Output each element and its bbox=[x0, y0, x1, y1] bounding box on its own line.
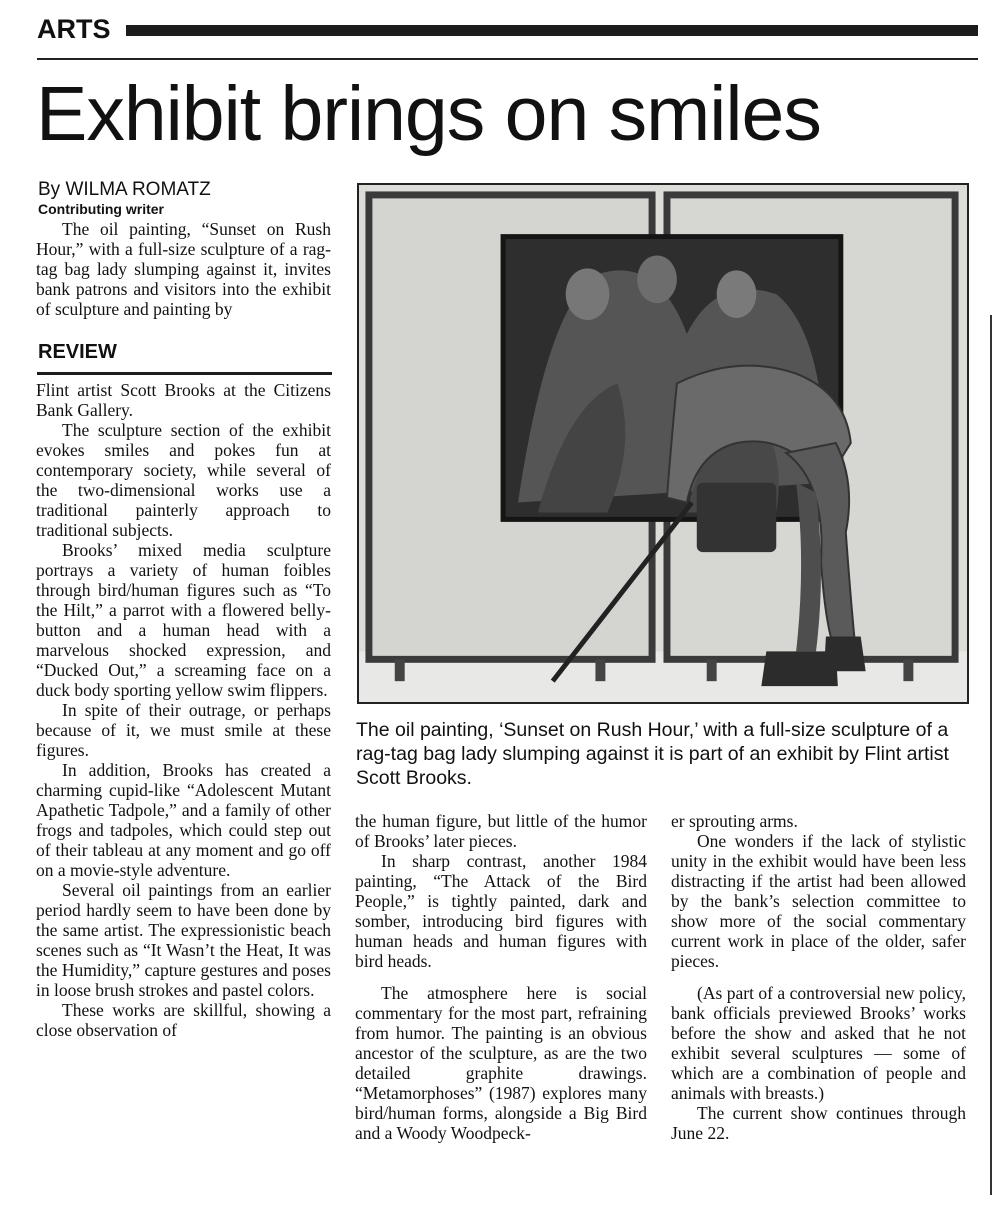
review-label: REVIEW bbox=[38, 341, 117, 363]
article-column-a-top bbox=[36, 219, 331, 319]
sculpture-painting-photo bbox=[357, 183, 969, 704]
section-bar bbox=[126, 25, 978, 36]
section-rule bbox=[37, 58, 978, 60]
photo-caption: The oil painting, ‘Sunset on Rush Hour,’ with a full-size sculpture of a rag-tag bag lady slumping against it is part of an exhibit by Flint artist Scott Brooks. bbox=[356, 719, 949, 789]
paragraph: er sprouting arms. bbox=[671, 811, 798, 831]
section-label: ARTS bbox=[37, 14, 111, 44]
paragraph: One wonders if the lack of stylistic unity in the exhibit would have been less distracting if the artist had been allowed by the bank’s selection committee to show more of the social commentary current work in place of the older, safer pieces. bbox=[671, 831, 966, 971]
review-rule bbox=[37, 372, 332, 375]
headline: Exhibit brings on smiles bbox=[36, 71, 821, 157]
byline-role: Contributing writer bbox=[38, 201, 164, 217]
paragraph: Brooks’ mixed media sculpture portrays a variety of human foibles through bird/human figures such as “To the Hilt,” a parrot with a flowered belly-button and a human head with a marvelous shocked expression, and “Ducked Out,” a screaming face on a duck body sporting yellow swim flippers. bbox=[36, 540, 331, 700]
photo-illustration bbox=[359, 185, 967, 702]
byline-name: By WILMA ROMATZ bbox=[38, 179, 211, 200]
article-column-a bbox=[36, 380, 331, 1040]
paragraph: The oil painting, “Sunset on Rush Hour,” with a full-size sculpture of a rag-tag bag lady slumping against it, invites bank patrons and visitors into the exhibit of sculpture and painting by bbox=[36, 219, 331, 319]
paragraph: (As part of a controversial new policy, bank officials previewed Brooks’ works before the show and asked that he not exhibit several sculptures — some of which are a combination of people and animals with breasts.) bbox=[671, 983, 966, 1103]
paragraph: Flint artist Scott Brooks at the Citizens Bank Gallery. bbox=[36, 380, 331, 420]
paragraph: The atmosphere here is social commentary for the most part, refraining from humor. The painting is an obvious ancestor of the sculpture, as are the two detailed graphite drawings. “Metamorphoses” (1987) explores many bird/human forms, alongside a Big Bird and a Woody Woodpeck- bbox=[355, 983, 647, 1143]
article-column-b bbox=[355, 811, 647, 1143]
paragraph: Several oil paintings from an earlier period hardly seem to have been done by the same artist. The expressionistic beach scenes such as “It Wasn’t the Heat, It was the Humidity,” capture gestures and poses in loose brush strokes and pastel colors. bbox=[36, 880, 331, 1000]
paragraph: The sculpture section of the exhibit evokes smiles and pokes fun at contemporary society, while several of the two-dimensional works use a traditional painterly approach to traditional subjects. bbox=[36, 420, 331, 540]
page-edge-rule bbox=[990, 315, 992, 1195]
article-column-c bbox=[671, 811, 966, 1143]
paragraph: These works are skillful, showing a close observation of bbox=[36, 1000, 331, 1040]
paragraph: In spite of their outrage, or perhaps because of it, we must smile at these figures. bbox=[36, 700, 331, 760]
paragraph: In sharp contrast, another 1984 painting, “The Attack of the Bird People,” is tightly painted, dark and somber, introducing bird figures with human heads and human figures with bird heads. bbox=[355, 851, 647, 971]
paragraph: In addition, Brooks has created a charming cupid-like “Adolescent Mutant Apathetic Tadpole,” and a family of other frogs and tadpoles, which could step out of their tableau at any moment and go off on a movie-style adventure. bbox=[36, 760, 331, 880]
paragraph: The current show continues through June 22. bbox=[671, 1103, 966, 1143]
paragraph: the human figure, but little of the humor of Brooks’ later pieces. bbox=[355, 811, 647, 851]
